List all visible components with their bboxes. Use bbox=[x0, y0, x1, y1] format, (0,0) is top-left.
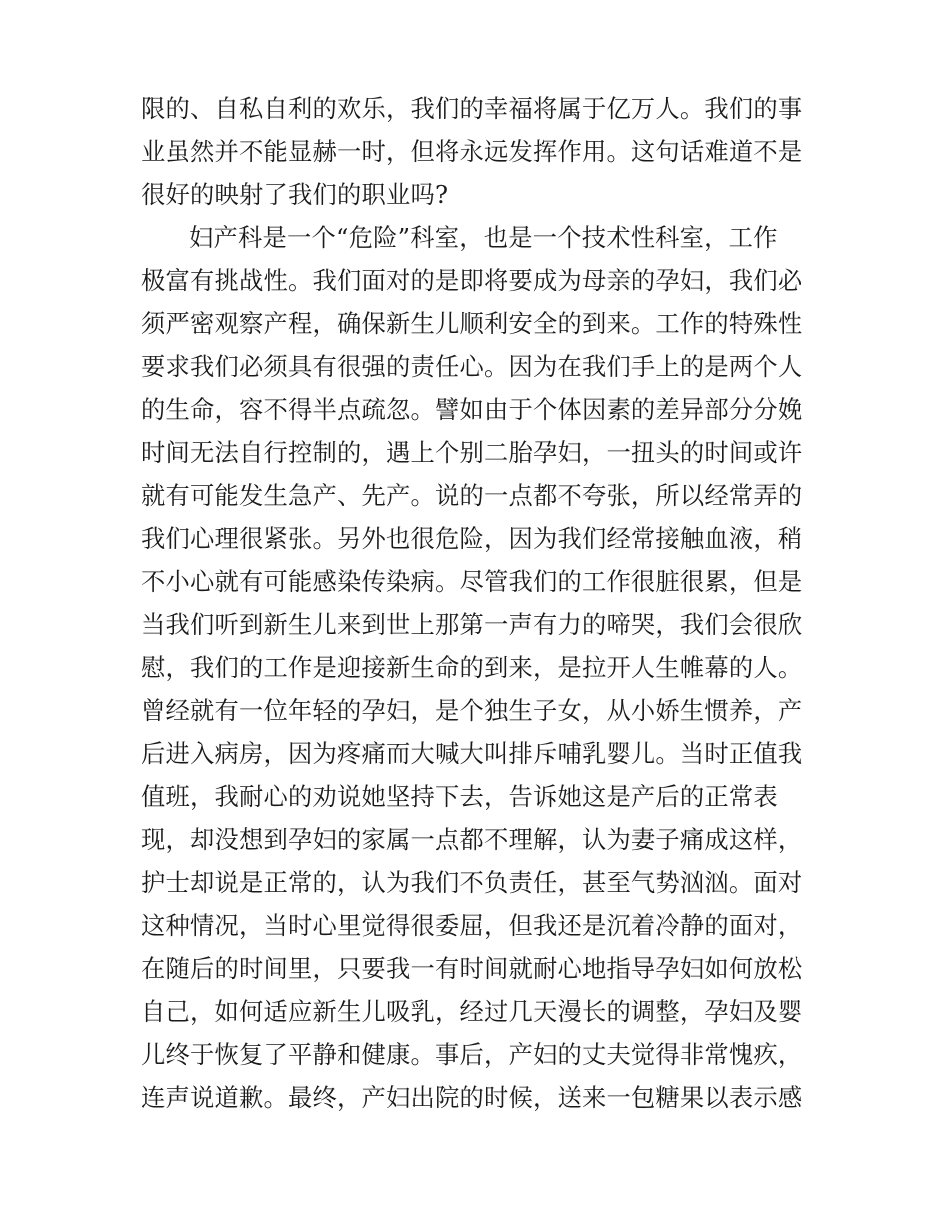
text-line: 时间无法自行控制的，遇上个别二胎孕妇，一扭头的时间或许 bbox=[141, 438, 803, 467]
text-line: 连声说道歉。最终，产妇出院的时候，送来一包糖果以表示感 bbox=[141, 1083, 803, 1112]
text-line: 就有可能发生急产、先产。说的一点都不夸张，所以经常弄的 bbox=[141, 481, 803, 510]
text-line: 值班，我耐心的劝说她坚持下去，告诉她这是产后的正常表 bbox=[141, 782, 778, 811]
text-line: 这种情况，当时心里觉得很委屈，但我还是沉着冷静的面对， bbox=[141, 911, 803, 940]
text-line: 极富有挑战性。我们面对的是即将要成为母亲的孕妇，我们必 bbox=[141, 266, 803, 295]
text-line: 很好的映射了我们的职业吗? bbox=[141, 180, 449, 209]
text-line: 在随后的时间里，只要我一有时间就耐心地指导孕妇如何放松 bbox=[141, 954, 803, 983]
text-line: 限的、自私自利的欢乐，我们的幸福将属于亿万人。我们的事 bbox=[141, 94, 803, 123]
text-line: 护士却说是正常的，认为我们不负责任，甚至气势汹汹。面对 bbox=[141, 868, 803, 897]
text-line: 须严密观察产程，确保新生儿顺利安全的到来。工作的特殊性 bbox=[141, 309, 803, 338]
text-line: 要求我们必须具有很强的责任心。因为在我们手上的是两个人 bbox=[141, 352, 803, 381]
text-line: 不小心就有可能感染传染病。尽管我们的工作很脏很累，但是 bbox=[141, 567, 803, 596]
text-line: 业虽然并不能显赫一时，但将永远发挥作用。这句话难道不是 bbox=[141, 137, 803, 166]
text-line: 自己，如何适应新生儿吸乳，经过几天漫长的调整，孕妇及婴 bbox=[141, 997, 803, 1026]
text-line: 当我们听到新生儿来到世上那第一声有力的啼哭，我们会很欣 bbox=[141, 610, 803, 639]
text-line: 的生命，容不得半点疏忽。譬如由于个体因素的差异部分分娩 bbox=[141, 395, 803, 424]
text-line: 儿终于恢复了平静和健康。事后，产妇的丈夫觉得非常愧疚， bbox=[141, 1040, 803, 1069]
text-line: 曾经就有一位年轻的孕妇，是个独生子女，从小娇生惯养，产 bbox=[141, 696, 803, 725]
text-line: 我们心理很紧张。另外也很危险，因为我们经常接触血液，稍 bbox=[141, 524, 803, 553]
text-line: 现，却没想到孕妇的家属一点都不理解，认为妻子痛成这样， bbox=[141, 825, 803, 854]
paragraph-first-line: 妇产科是一个“危险”科室，也是一个技术性科室，工作 bbox=[189, 223, 778, 252]
text-line: 慰，我们的工作是迎接新生命的到来，是拉开人生帷幕的人。 bbox=[141, 653, 803, 682]
text-line: 后进入病房，因为疼痛而大喊大叫排斥哺乳婴儿。当时正值我 bbox=[141, 739, 803, 768]
